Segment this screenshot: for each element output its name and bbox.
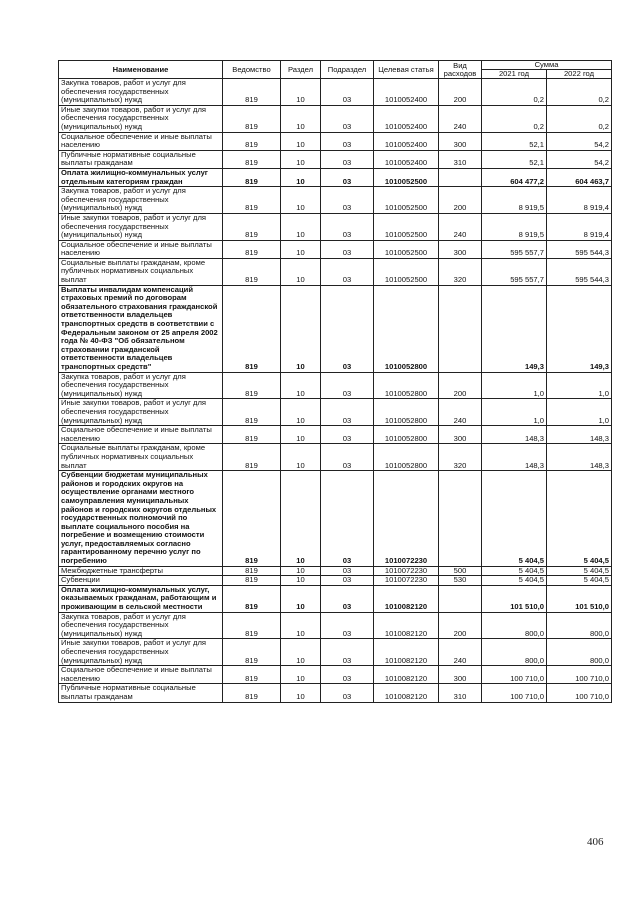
cell-name: Закупка товаров, работ и услуг для обеспечения государственных (муниципальных) нужд — [59, 187, 223, 214]
cell-section: 10 — [281, 684, 321, 702]
cell-name: Иные закупки товаров, работ и услуг для обеспечения государственных (муниципальных) нужд — [59, 639, 223, 666]
cell-name: Оплата жилищно-коммунальных услуг отдельным категориям граждан — [59, 168, 223, 186]
table-row — [59, 666, 612, 684]
header-dept: Ведомство — [223, 61, 281, 79]
cell-sum-2021: 800,0 — [482, 612, 547, 639]
cell-sum-2021: 148,3 — [482, 426, 547, 444]
cell-name: Выплаты инвалидам компенсаций страховых премий по договорам обязательного страхования гражданской ответственности владельцев транспортных средств в соответствии с Федеральным законом от 25 апреля 2002 года № 40-ФЗ "Об обязательном страховании гражданской ответственности владельцев транспортных средств" — [59, 285, 223, 372]
cell-sum-2022: 604 463,7 — [547, 168, 612, 186]
cell-name: Субвенции — [59, 576, 223, 586]
cell-section: 10 — [281, 399, 321, 426]
cell-dept: 819 — [223, 150, 281, 168]
cell-subsection: 03 — [321, 444, 374, 471]
header-subsection: Подраздел — [321, 61, 374, 79]
cell-target-article: 1010052800 — [374, 399, 439, 426]
cell-section: 10 — [281, 444, 321, 471]
cell-subsection: 03 — [321, 576, 374, 586]
cell-section: 10 — [281, 585, 321, 612]
cell-sum-2021: 5 404,5 — [482, 576, 547, 586]
cell-subsection: 03 — [321, 566, 374, 576]
cell-expense-kind — [439, 285, 482, 372]
cell-name: Социальное обеспечение и иные выплаты населению — [59, 426, 223, 444]
cell-dept: 819 — [223, 240, 281, 258]
cell-sum-2022: 149,3 — [547, 285, 612, 372]
cell-sum-2021: 101 510,0 — [482, 585, 547, 612]
cell-expense-kind: 200 — [439, 79, 482, 106]
cell-target-article: 1010072230 — [374, 471, 439, 567]
cell-dept: 819 — [223, 566, 281, 576]
table-body — [59, 79, 612, 703]
cell-name: Социальные выплаты гражданам, кроме публичных нормативных социальных выплат — [59, 258, 223, 285]
table-row — [59, 240, 612, 258]
cell-section: 10 — [281, 258, 321, 285]
cell-section: 10 — [281, 566, 321, 576]
cell-name: Закупка товаров, работ и услуг для обеспечения государственных (муниципальных) нужд — [59, 612, 223, 639]
cell-target-article: 1010052500 — [374, 258, 439, 285]
cell-expense-kind: 300 — [439, 240, 482, 258]
cell-subsection: 03 — [321, 426, 374, 444]
cell-expense-kind: 320 — [439, 444, 482, 471]
cell-expense-kind: 500 — [439, 566, 482, 576]
cell-sum-2022: 100 710,0 — [547, 666, 612, 684]
cell-sum-2021: 52,1 — [482, 150, 547, 168]
header-name: Наименование — [59, 61, 223, 79]
header-year-2021: 2021 год — [482, 70, 547, 79]
cell-name: Публичные нормативные социальные выплаты гражданам — [59, 684, 223, 702]
cell-dept: 819 — [223, 684, 281, 702]
cell-dept: 819 — [223, 105, 281, 132]
cell-sum-2022: 1,0 — [547, 372, 612, 399]
cell-name: Закупка товаров, работ и услуг для обеспечения государственных (муниципальных) нужд — [59, 372, 223, 399]
table-row — [59, 566, 612, 576]
table-row — [59, 213, 612, 240]
cell-section: 10 — [281, 187, 321, 214]
cell-target-article: 1010052400 — [374, 132, 439, 150]
cell-section: 10 — [281, 471, 321, 567]
cell-sum-2021: 100 710,0 — [482, 684, 547, 702]
cell-sum-2021: 595 557,7 — [482, 240, 547, 258]
cell-target-article: 1010052800 — [374, 285, 439, 372]
cell-sum-2022: 148,3 — [547, 444, 612, 471]
budget-table — [58, 60, 612, 703]
cell-section: 10 — [281, 105, 321, 132]
cell-target-article: 1010052400 — [374, 150, 439, 168]
cell-target-article: 1010052800 — [374, 426, 439, 444]
cell-sum-2022: 595 544,3 — [547, 240, 612, 258]
table-row — [59, 684, 612, 702]
cell-subsection: 03 — [321, 372, 374, 399]
cell-dept: 819 — [223, 471, 281, 567]
cell-target-article: 1010082120 — [374, 666, 439, 684]
cell-dept: 819 — [223, 285, 281, 372]
cell-subsection: 03 — [321, 150, 374, 168]
cell-sum-2022: 101 510,0 — [547, 585, 612, 612]
page-number: 406 — [587, 836, 604, 848]
cell-target-article: 1010072230 — [374, 576, 439, 586]
cell-dept: 819 — [223, 585, 281, 612]
cell-subsection: 03 — [321, 258, 374, 285]
cell-dept: 819 — [223, 399, 281, 426]
cell-expense-kind: 310 — [439, 150, 482, 168]
table-row — [59, 187, 612, 214]
cell-dept: 819 — [223, 576, 281, 586]
cell-expense-kind: 320 — [439, 258, 482, 285]
cell-sum-2022: 1,0 — [547, 399, 612, 426]
table-row — [59, 639, 612, 666]
cell-sum-2022: 5 404,5 — [547, 471, 612, 567]
cell-subsection: 03 — [321, 639, 374, 666]
cell-sum-2021: 1,0 — [482, 372, 547, 399]
cell-subsection: 03 — [321, 471, 374, 567]
cell-sum-2021: 800,0 — [482, 639, 547, 666]
cell-section: 10 — [281, 372, 321, 399]
cell-sum-2021: 595 557,7 — [482, 258, 547, 285]
cell-expense-kind: 200 — [439, 372, 482, 399]
cell-subsection: 03 — [321, 285, 374, 372]
cell-sum-2022: 100 710,0 — [547, 684, 612, 702]
header-sum: Сумма — [482, 61, 612, 70]
table-header — [59, 61, 612, 79]
cell-dept: 819 — [223, 666, 281, 684]
cell-subsection: 03 — [321, 168, 374, 186]
cell-name: Закупка товаров, работ и услуг для обеспечения государственных (муниципальных) нужд — [59, 79, 223, 106]
cell-subsection: 03 — [321, 132, 374, 150]
cell-sum-2022: 595 544,3 — [547, 258, 612, 285]
cell-name: Иные закупки товаров, работ и услуг для обеспечения государственных (муниципальных) нужд — [59, 399, 223, 426]
cell-expense-kind — [439, 471, 482, 567]
cell-sum-2021: 100 710,0 — [482, 666, 547, 684]
cell-section: 10 — [281, 79, 321, 106]
cell-sum-2021: 52,1 — [482, 132, 547, 150]
cell-target-article: 1010052400 — [374, 79, 439, 106]
cell-name: Субвенции бюджетам муниципальных районов и городских округов на осуществление органами местного самоуправления муниципальных районов и городских округов отдельных государственных полномочий по выплате социального пособия на погребение и возмещению стоимости услуг, предоставляемых согласно гарантированному перечню услуг по погребению — [59, 471, 223, 567]
cell-sum-2022: 800,0 — [547, 612, 612, 639]
cell-expense-kind: 300 — [439, 666, 482, 684]
table-row — [59, 426, 612, 444]
table-row — [59, 471, 612, 567]
cell-expense-kind: 310 — [439, 684, 482, 702]
cell-dept: 819 — [223, 372, 281, 399]
table-row — [59, 585, 612, 612]
table-row — [59, 285, 612, 372]
cell-name: Публичные нормативные социальные выплаты гражданам — [59, 150, 223, 168]
cell-section: 10 — [281, 426, 321, 444]
cell-subsection: 03 — [321, 187, 374, 214]
table-row — [59, 105, 612, 132]
cell-expense-kind: 240 — [439, 639, 482, 666]
cell-dept: 819 — [223, 187, 281, 214]
header-target-article: Целевая статья — [374, 61, 439, 79]
cell-sum-2022: 800,0 — [547, 639, 612, 666]
cell-dept: 819 — [223, 79, 281, 106]
cell-expense-kind: 200 — [439, 187, 482, 214]
cell-section: 10 — [281, 666, 321, 684]
cell-sum-2021: 8 919,5 — [482, 213, 547, 240]
cell-dept: 819 — [223, 213, 281, 240]
table-row — [59, 444, 612, 471]
cell-dept: 819 — [223, 444, 281, 471]
cell-section: 10 — [281, 240, 321, 258]
cell-name: Социальное обеспечение и иные выплаты населению — [59, 132, 223, 150]
header-expense-kind: Вид расходов — [439, 61, 482, 79]
cell-subsection: 03 — [321, 105, 374, 132]
cell-sum-2022: 148,3 — [547, 426, 612, 444]
table-row — [59, 399, 612, 426]
cell-target-article: 1010082120 — [374, 684, 439, 702]
table-row — [59, 132, 612, 150]
cell-sum-2021: 1,0 — [482, 399, 547, 426]
cell-dept: 819 — [223, 426, 281, 444]
cell-subsection: 03 — [321, 666, 374, 684]
cell-target-article: 1010082120 — [374, 585, 439, 612]
cell-section: 10 — [281, 150, 321, 168]
cell-target-article: 1010052800 — [374, 444, 439, 471]
cell-sum-2022: 8 919,4 — [547, 187, 612, 214]
cell-sum-2021: 0,2 — [482, 79, 547, 106]
cell-sum-2022: 5 404,5 — [547, 566, 612, 576]
cell-sum-2021: 149,3 — [482, 285, 547, 372]
cell-expense-kind: 200 — [439, 612, 482, 639]
cell-target-article: 1010082120 — [374, 639, 439, 666]
cell-expense-kind: 530 — [439, 576, 482, 586]
cell-expense-kind: 240 — [439, 213, 482, 240]
table-row — [59, 168, 612, 186]
cell-sum-2022: 5 404,5 — [547, 576, 612, 586]
cell-expense-kind: 240 — [439, 105, 482, 132]
cell-target-article: 1010072230 — [374, 566, 439, 576]
header-year-2022: 2022 год — [547, 70, 612, 79]
cell-sum-2021: 5 404,5 — [482, 566, 547, 576]
cell-dept: 819 — [223, 639, 281, 666]
cell-expense-kind: 240 — [439, 399, 482, 426]
cell-expense-kind — [439, 585, 482, 612]
cell-sum-2021: 604 477,2 — [482, 168, 547, 186]
table-row — [59, 150, 612, 168]
cell-expense-kind: 300 — [439, 426, 482, 444]
cell-sum-2021: 148,3 — [482, 444, 547, 471]
cell-target-article: 1010082120 — [374, 612, 439, 639]
cell-dept: 819 — [223, 612, 281, 639]
cell-sum-2022: 54,2 — [547, 132, 612, 150]
table-row — [59, 372, 612, 399]
header-section: Раздел — [281, 61, 321, 79]
cell-name: Иные закупки товаров, работ и услуг для обеспечения государственных (муниципальных) нужд — [59, 213, 223, 240]
cell-subsection: 03 — [321, 585, 374, 612]
cell-target-article: 1010052500 — [374, 187, 439, 214]
cell-target-article: 1010052400 — [374, 105, 439, 132]
cell-sum-2022: 0,2 — [547, 79, 612, 106]
cell-section: 10 — [281, 132, 321, 150]
cell-sum-2021: 5 404,5 — [482, 471, 547, 567]
cell-sum-2022: 54,2 — [547, 150, 612, 168]
cell-name: Иные закупки товаров, работ и услуг для обеспечения государственных (муниципальных) нужд — [59, 105, 223, 132]
cell-name: Социальные выплаты гражданам, кроме публичных нормативных социальных выплат — [59, 444, 223, 471]
cell-section: 10 — [281, 168, 321, 186]
cell-subsection: 03 — [321, 612, 374, 639]
cell-name: Социальное обеспечение и иные выплаты населению — [59, 240, 223, 258]
cell-section: 10 — [281, 612, 321, 639]
cell-dept: 819 — [223, 168, 281, 186]
cell-section: 10 — [281, 213, 321, 240]
cell-expense-kind — [439, 168, 482, 186]
cell-sum-2022: 8 919,4 — [547, 213, 612, 240]
cell-name: Межбюджетные трансферты — [59, 566, 223, 576]
cell-target-article: 1010052500 — [374, 168, 439, 186]
cell-name: Социальное обеспечение и иные выплаты населению — [59, 666, 223, 684]
cell-section: 10 — [281, 639, 321, 666]
cell-expense-kind: 300 — [439, 132, 482, 150]
cell-name: Оплата жилищно-коммунальных услуг, оказываемых гражданам, работающим и проживающим в сельской местности — [59, 585, 223, 612]
table-row — [59, 79, 612, 106]
cell-sum-2021: 8 919,5 — [482, 187, 547, 214]
cell-section: 10 — [281, 285, 321, 372]
table-row — [59, 612, 612, 639]
cell-sum-2022: 0,2 — [547, 105, 612, 132]
cell-subsection: 03 — [321, 399, 374, 426]
cell-dept: 819 — [223, 132, 281, 150]
cell-sum-2021: 0,2 — [482, 105, 547, 132]
cell-subsection: 03 — [321, 213, 374, 240]
cell-section: 10 — [281, 576, 321, 586]
cell-subsection: 03 — [321, 79, 374, 106]
table-row — [59, 576, 612, 586]
cell-target-article: 1010052500 — [374, 213, 439, 240]
cell-subsection: 03 — [321, 684, 374, 702]
cell-subsection: 03 — [321, 240, 374, 258]
cell-dept: 819 — [223, 258, 281, 285]
cell-target-article: 1010052500 — [374, 240, 439, 258]
cell-target-article: 1010052800 — [374, 372, 439, 399]
table-row — [59, 258, 612, 285]
